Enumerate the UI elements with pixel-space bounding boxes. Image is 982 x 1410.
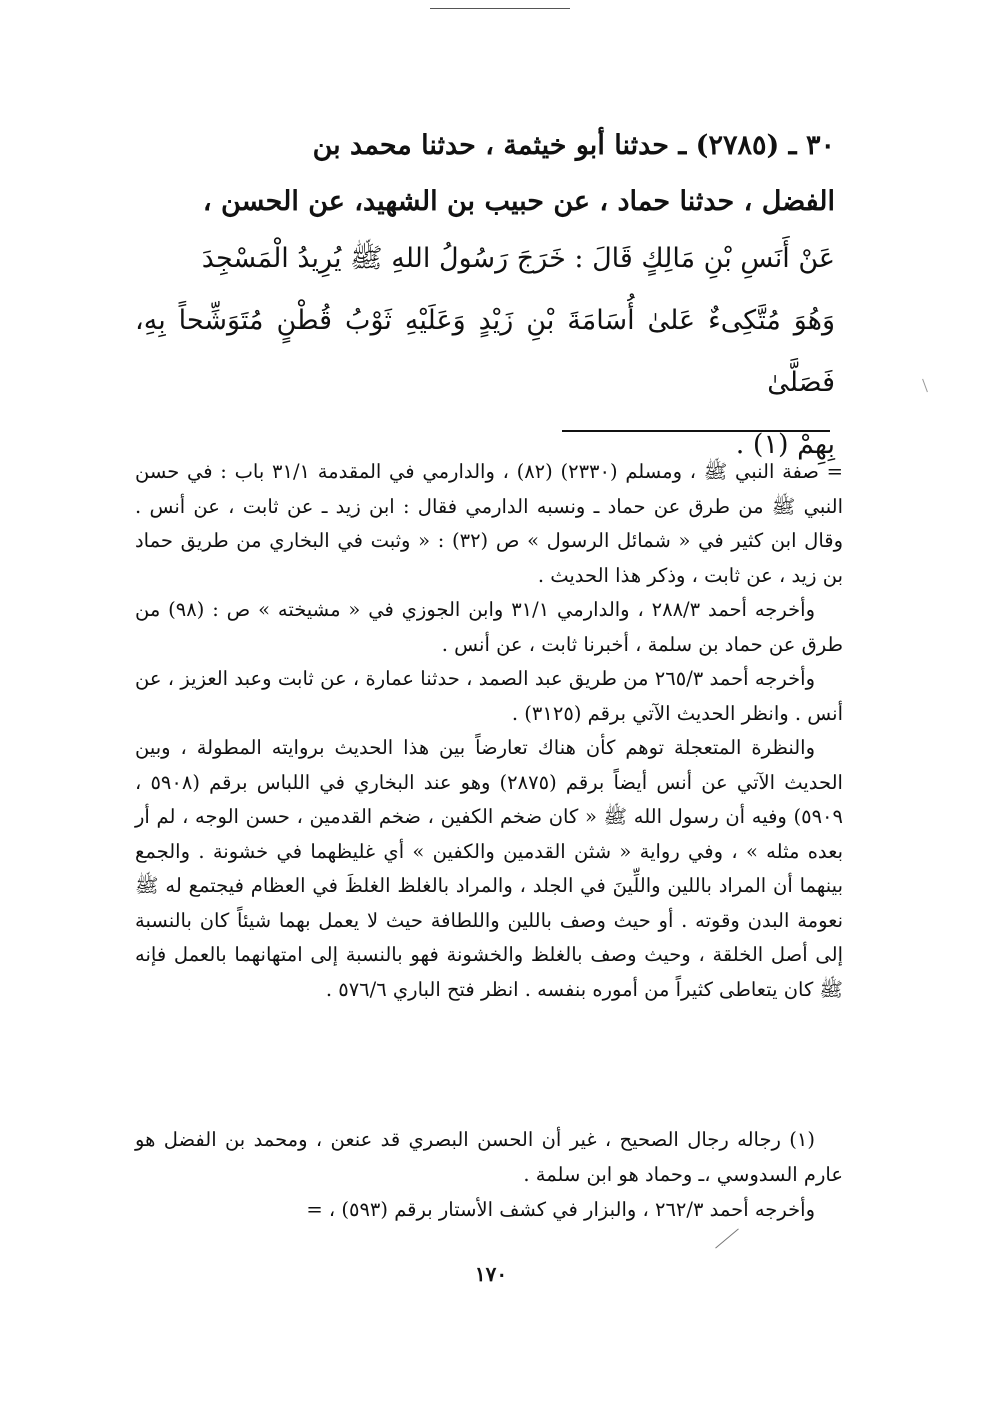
footnote-paragraph: وأخرجه أحمد ٢٦٥/٣ من طريق عبد الصمد ، حدثنا عمارة ، عن ثابت وعبد العزيز ، عن أنس . وانظر الحديث الآتي برقم (٣١٢٥) . (135, 667, 843, 725)
matn-line-2: وَهُوَ مُتَّكِىءٌ عَلىٰ أُسَامَةَ بْنِ زَيْدٍ وَعَلَيْهِ ثَوْبُ قُطْنٍ مُتَوَشِّحاً بِهِ، فَصَلَّىٰ (135, 305, 835, 398)
footnote-divider (562, 430, 830, 432)
footnote-paragraph: والنظرة المتعجلة توهم كأن هناك تعارضاً بين هذا الحديث بروايته المطولة ، وبين الحديث الآتي عن أنس أيضاً برقم (٢٨٧٥) وهو عند البخاري في اللباس برقم (٥٩٠٨ ، ٥٩٠٩) وفيه أن رسول الله ﷺ « كان ضخم الكفين ، ضخم القدمين ، حسن الوجه ، لم أر بعده مثله » ، وفي رواية « شثن القدمين والكفين » أي غليظهما في خشونة . والجمع بينهما أن المراد باللين واللِّينَ في الجلد ، والمراد بالغلظ الغلظَ في العظام فيجتمع له ﷺ نعومة البدن وقوته . أو حيث وصف باللين واللطافة حيث لا يعمل بهما شيئاً كان بالنسبة إلى أصل الخلقة ، وحيث وصف بالغلظ والخشونة فهو بالنسبة إلى امتهانهما بالعمل فإنه ﷺ كان يتعاطى كثيراً من أموره بنفسه . انظر فتح الباري ٥٧٦/٦ . (135, 736, 843, 1001)
hadith-isnad (135, 118, 835, 230)
footnotes-continued (135, 455, 843, 1007)
footnotes-new (135, 1122, 843, 1227)
matn-line-1: عَنْ أَنَسِ بْنِ مَالِكٍ قَالَ : خَرَجَ رَسُولُ اللهِ ﷺ يُرِيدُ الْمَسْجِدَ (201, 243, 835, 274)
page-number: ١٧٠ (474, 1262, 508, 1286)
footnote-paragraph: وأخرجه أحمد ٢٨٨/٣ ، والدارمي ٣١/١ وابن الجوزي في « مشيخته » ص : (٩٨) من طرق عن حماد بن سلمة ، أخبرنا ثابت ، عن أنس . (135, 598, 843, 656)
footnote-paragraph: = صفة النبي ﷺ ، ومسلم (٢٣٣٠) (٨٢) ، والدارمي في المقدمة ٣١/١ باب : في حسن النبي ﷺ من طرق عن حماد ـ ونسبه الدارمي فقال : ابن زيد ـ عن ثابت ، عن أنس . وقال ابن كثير في « شمائل الرسول » ص (٣٢) : « وثبت في البخاري من طريق حماد بن زيد ، عن ثابت ، وذكر هذا الحديث . (135, 460, 843, 587)
page-mark (922, 379, 928, 392)
top-divider (430, 8, 570, 9)
footnote-paragraph: وأخرجه أحمد ٢٦٢/٣ ، والبزار في كشف الأستار برقم (٥٩٣) ، = (306, 1198, 815, 1221)
footnote-1: (١) رجاله رجال الصحيح ، غير أن الحسن البصري قد عنعن ، ومحمد بن الفضل هو عارم السدوسي ،ـ وحماد هو ابن سلمة . (135, 1128, 843, 1186)
isnad-line-2: الفضل ، حدثنا حماد ، عن حبيب بن الشهيد، عن الحسن ، (202, 186, 835, 217)
isnad-line-1: ٣٠ ـ (٢٧٨٥) ـ حدثنا أبو خيثمة ، حدثنا محمد بن (312, 130, 835, 161)
page-mark (715, 1228, 739, 1248)
hadith-matn (135, 228, 835, 476)
matn-line-3: بِهِمْ (١) . (735, 429, 835, 460)
